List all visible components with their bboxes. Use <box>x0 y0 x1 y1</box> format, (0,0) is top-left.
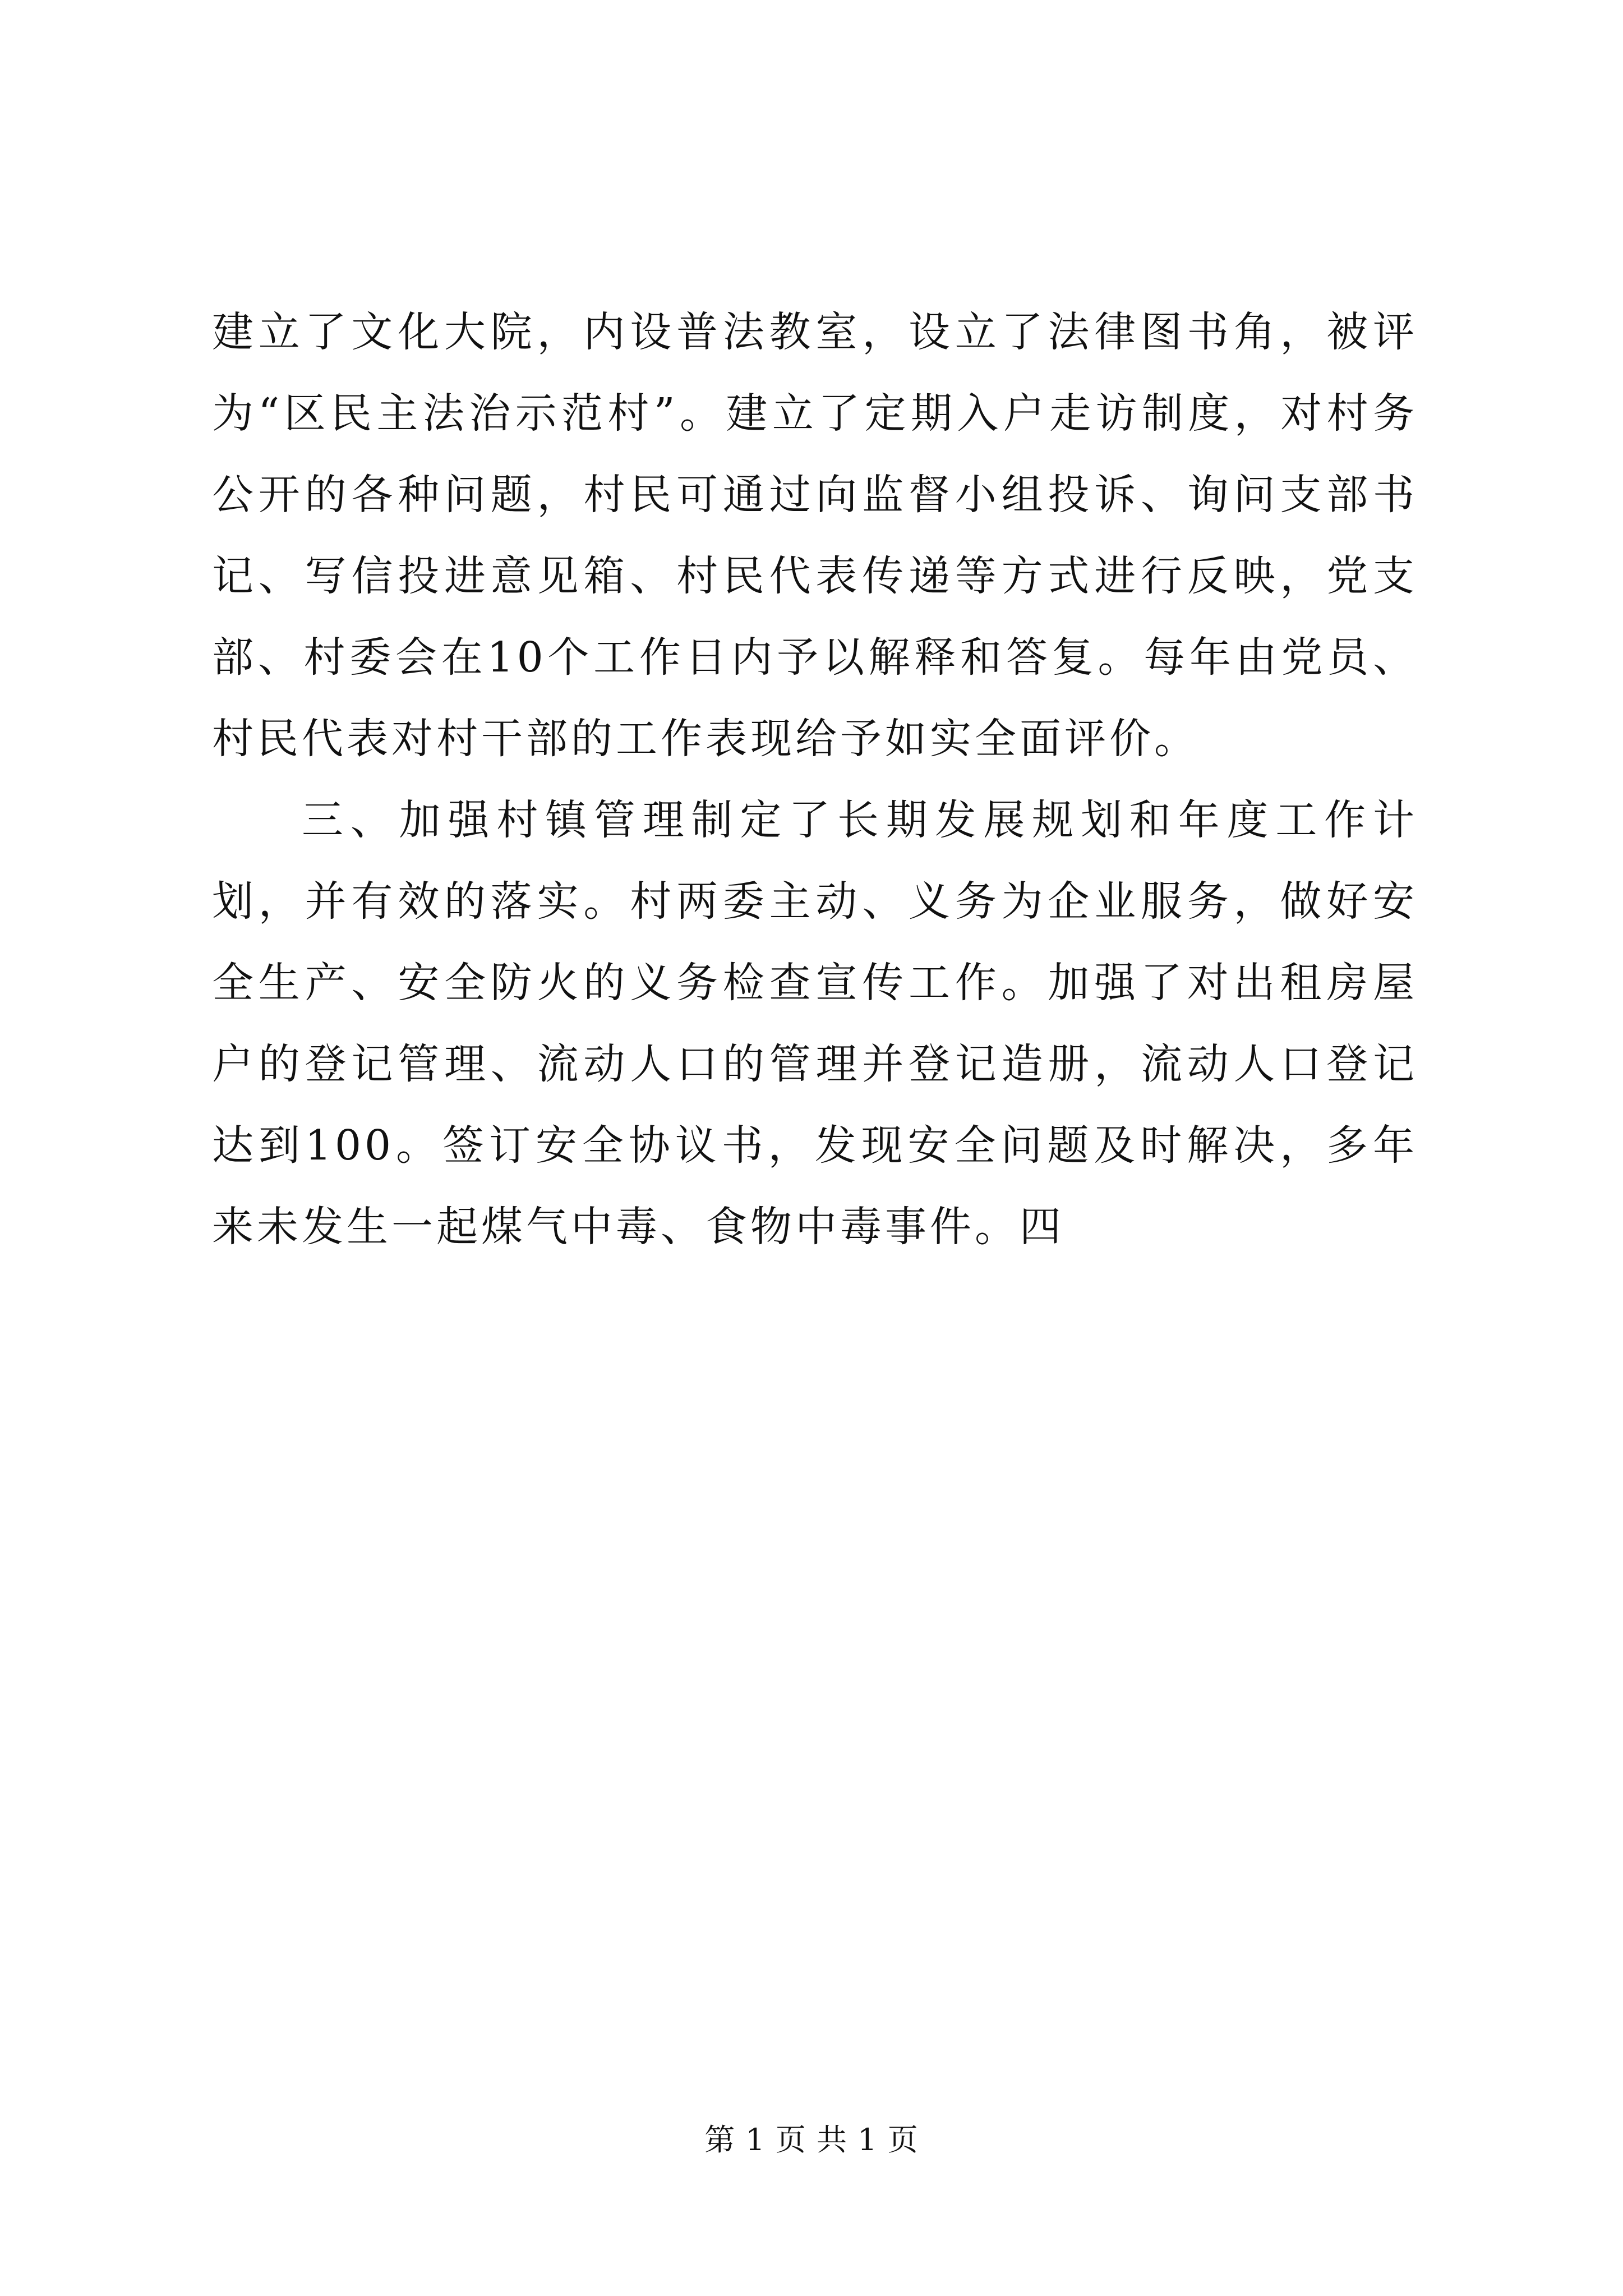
document-body <box>212 292 1418 1268</box>
paragraph-section-three: 三、加强村镇管理制定了长期发展规划和年度工作计划，并有效的落实。村两委主动、义务为企业服务，做好安全生产、安全防火的义务检查宣传工作。加强了对出租房屋户的登记管理、流动人口的管理并登记造册，流动人口登记达到100。签订安全协议书，发现安全问题及时解决，多年来未发生一起煤气中毒、食物中毒事件。四 <box>212 796 1418 1251</box>
paragraph-continued: 建立了文化大院，内设普法教室，设立了法律图书角，被评为“区民主法治示范村”。建立了定期入户走访制度，对村务公开的各种问题，村民可通过向监督小组投诉、询问支部书记、写信投进意见箱、村民代表传递等方式进行反映，党支部、村委会在10个工作日内予以解释和答复。每年由党员、村民代表对村干部的工作表现给予如实全面评价。 <box>212 308 1418 763</box>
page-number-footer: 第 1 页 共 1 页 <box>704 2122 919 2157</box>
